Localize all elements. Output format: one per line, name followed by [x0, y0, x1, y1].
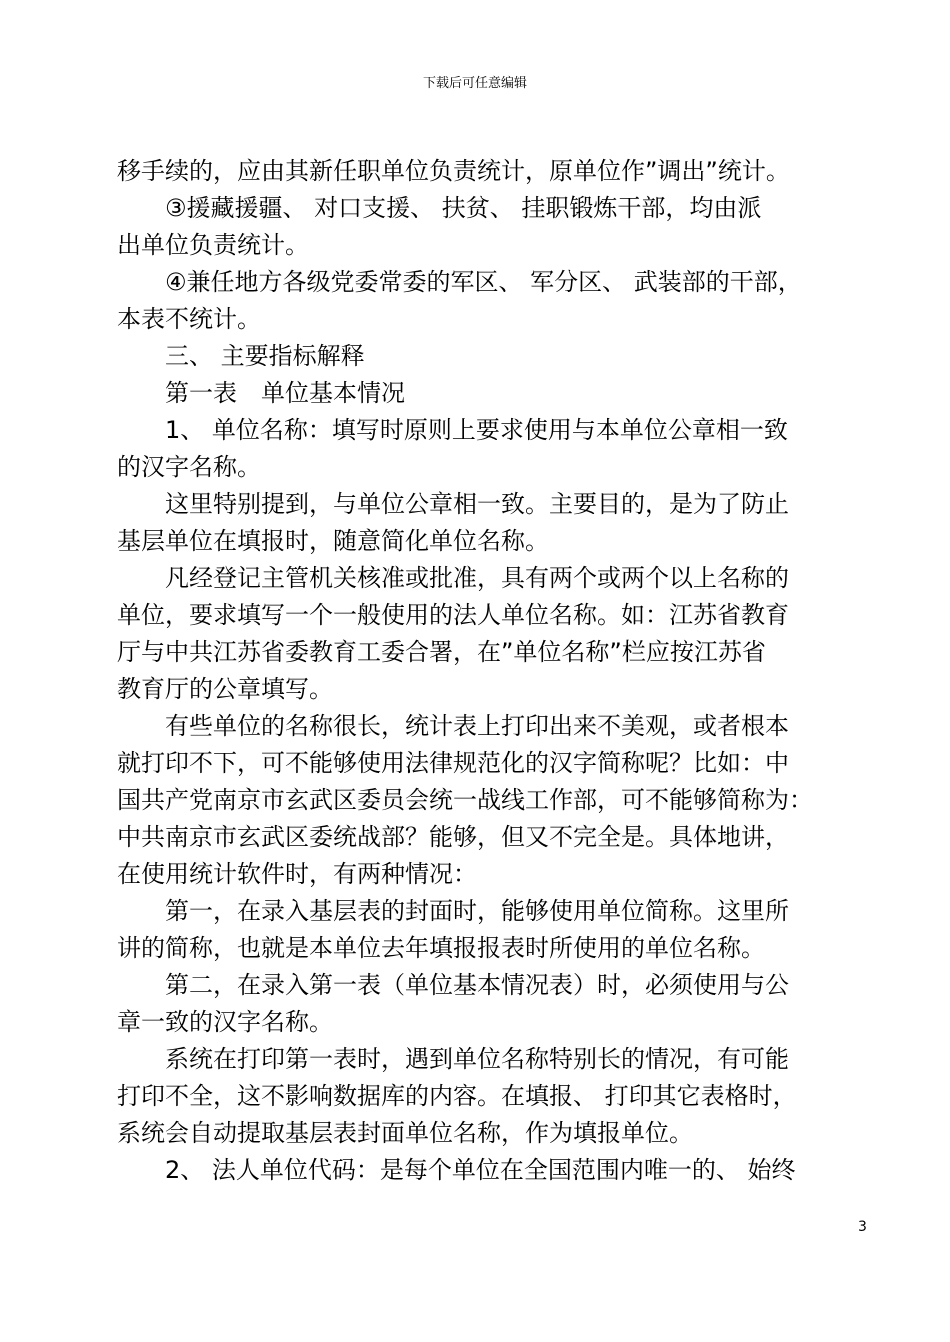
text-line: 打印不全，这不影响数据库的内容。在填报、 打印其它表格时，: [117, 1082, 797, 1110]
text-line: 基层单位在填报时，随意简化单位名称。: [117, 527, 549, 555]
text-line: 本表不统计。: [117, 305, 261, 333]
text-line: 2、 法人单位代码：是每个单位在全国范围内唯一的、 始终: [117, 1156, 796, 1184]
text-line: 出单位负责统计。: [117, 231, 309, 259]
text-line: 单位，要求填写一个一般使用的法人单位名称。如：江苏省教育: [117, 601, 789, 629]
text-line: 的汉字名称。: [117, 453, 261, 481]
document-body: [117, 153, 877, 1189]
text-line: 系统在打印第一表时，遇到单位名称特别长的情况，有可能: [117, 1045, 789, 1073]
text-line: 第一，在录入基层表的封面时，能够使用单位简称。这里所: [117, 897, 789, 925]
text-line: 就打印不下，可不能够使用法律规范化的汉字简称呢？比如：中: [117, 749, 789, 777]
text-line: 第二，在录入第一表（单位基本情况表）时，必须使用与公: [117, 971, 789, 999]
page-number: 3: [858, 1219, 867, 1235]
section-heading: 三、 主要指标解释: [117, 342, 365, 370]
text-line: ③援藏援疆、 对口支援、 扶贫、 挂职锻炼干部，均由派: [117, 194, 762, 222]
text-line: 移手续的，应由其新任职单位负责统计，原单位作”调出”统计。: [117, 157, 790, 185]
text-line: ④兼任地方各级党委常委的军区、 军分区、 武装部的干部，: [117, 268, 802, 296]
text-line: 凡经登记主管机关核准或批准，具有两个或两个以上名称的: [117, 564, 789, 592]
text-line: 讲的简称，也就是本单位去年填报报表时所使用的单位名称。: [117, 934, 765, 962]
text-line: 章一致的汉字名称。: [117, 1008, 333, 1036]
page-header: 下载后可任意编辑: [422, 76, 527, 91]
text-line: 1、 单位名称：填写时原则上要求使用与本单位公章相一致: [117, 416, 788, 444]
table-heading: 第一表 单位基本情况: [117, 379, 405, 407]
text-line: 厅与中共江苏省委教育工委合署，在”单位名称”栏应按江苏省: [117, 638, 766, 666]
text-line: 中共南京市玄武区委统战部？能够，但又不完全是。具体地讲，: [117, 823, 789, 851]
text-line: 在使用统计软件时，有两种情况：: [117, 860, 477, 888]
text-line: 系统会自动提取基层表封面单位名称，作为填报单位。: [117, 1119, 693, 1147]
text-line: 这里特别提到，与单位公章相一致。主要目的，是为了防止: [117, 490, 789, 518]
text-line: 有些单位的名称很长，统计表上打印出来不美观，或者根本: [117, 712, 789, 740]
text-line: 教育厅的公章填写。: [117, 675, 333, 703]
text-line: 国共产党南京市玄武区委员会统一战线工作部，可不能够简称为：: [117, 786, 813, 814]
